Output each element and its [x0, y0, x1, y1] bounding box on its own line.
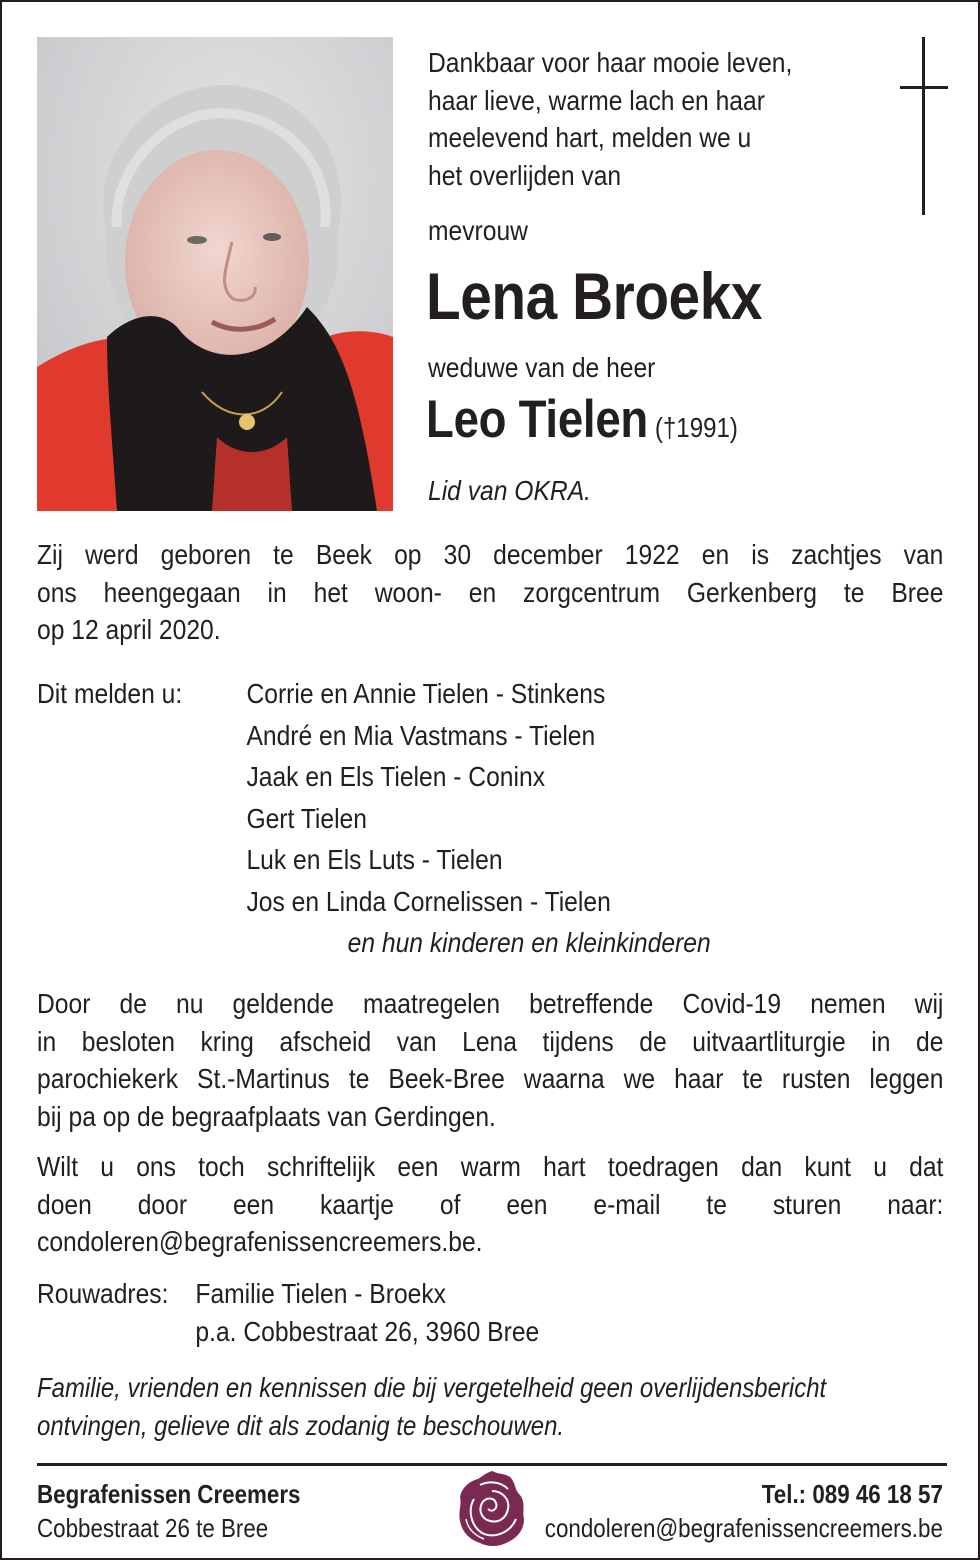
intro-line: het overlijden van: [428, 159, 622, 191]
funeral-home-phone[interactable]: Tel.: 089 46 18 57: [761, 1479, 943, 1509]
funeral-home-address: Cobbestraat 26 te Bree: [37, 1513, 269, 1543]
paragraph-line: bij pa op de begraafplaats van Gerdingen.: [37, 1100, 496, 1132]
relative-item: Jaak en Els Tielen - Coninx: [246, 761, 546, 792]
covid-paragraph: [37, 985, 943, 1135]
relative-item: Luk en Els Luts - Tielen: [246, 844, 503, 875]
spouse-label: weduwe van de heer: [428, 352, 656, 383]
honorific: mevrouw: [428, 215, 528, 246]
membership: Lid van OKRA.: [428, 475, 591, 506]
intro-text: [428, 44, 833, 194]
notice-text: [37, 1369, 943, 1444]
relatives-list: [246, 673, 710, 964]
spouse-name: Leo Tielen: [426, 390, 649, 449]
rose-icon: [454, 1469, 530, 1549]
spouse-line: [426, 387, 738, 453]
relative-item: Jos en Linda Cornelissen - Tielen: [246, 885, 611, 917]
funeral-home-name: Begrafenissen Creemers: [37, 1479, 301, 1509]
funeral-home-info: [37, 1477, 300, 1545]
relative-item: Gert Tielen: [246, 802, 367, 834]
deceased-name: Lena Broekx: [426, 259, 762, 333]
relatives-label: Dit melden u:: [37, 678, 183, 709]
paragraph-line: in besloten kring afscheid van Lena tijdens de uitvaartliturgie in de: [37, 1025, 944, 1057]
intro-line: meelevend hart, melden we u: [428, 122, 752, 153]
condolence-paragraph: [37, 1148, 943, 1261]
paragraph-line: op 12 april 2020.: [37, 614, 221, 645]
relatives-extra: en hun kinderen en kleinkinderen: [347, 927, 711, 958]
intro-line: Dankbaar voor haar mooie leven,: [428, 47, 793, 78]
address-line: Familie Tielen - Broekx: [195, 1278, 446, 1309]
paragraph-line: Door de nu geldende maatregelen betreffende Covid-19 nemen wij: [37, 988, 944, 1019]
cross-icon: [900, 37, 948, 215]
paragraph-line: doen door een kaartje of een e-mail te sturen naar:: [37, 1188, 944, 1220]
paragraph-line: Zij werd geboren te Beek op 30 december 1922 en is zachtjes van: [37, 539, 944, 570]
paragraph-line: Wilt u ons toch schriftelijk een warm hart toedragen dan kunt u dat: [37, 1151, 944, 1182]
notice-line: Familie, vrienden en kennissen die bij vergetelheid geen overlijdensbericht: [37, 1372, 827, 1403]
condolence-email[interactable]: condoleren@begrafenissencreemers.be.: [37, 1226, 483, 1257]
notice-line: ontvingen, gelieve dit als zodanig te beschouwen.: [37, 1409, 565, 1441]
address-label: Rouwadres:: [37, 1278, 169, 1309]
relative-item: Corrie en Annie Tielen - Stinkens: [246, 678, 606, 709]
paragraph-line: parochiekerk St.-Martinus te Beek-Bree waarna we haar te rusten leggen: [37, 1063, 944, 1094]
portrait-illustration: [37, 37, 393, 511]
relative-item: André en Mia Vastmans - Tielen: [246, 719, 596, 751]
address-line: p.a. Cobbestraat 26, 3960 Bree: [195, 1315, 540, 1347]
funeral-home-contact: [545, 1477, 943, 1545]
intro-line: haar lieve, warme lach en haar: [428, 84, 765, 116]
birth-paragraph: [37, 536, 943, 649]
spouse-death-year: (†1991): [654, 412, 738, 443]
paragraph-line: ons heengegaan in het woon- en zorgcentrum Gerkenberg te Bree: [37, 576, 944, 608]
address-lines: [195, 1275, 539, 1350]
portrait-photo: [37, 37, 393, 511]
footer-divider: [37, 1463, 947, 1466]
funeral-home-email[interactable]: condoleren@begrafenissencreemers.be: [544, 1513, 943, 1543]
